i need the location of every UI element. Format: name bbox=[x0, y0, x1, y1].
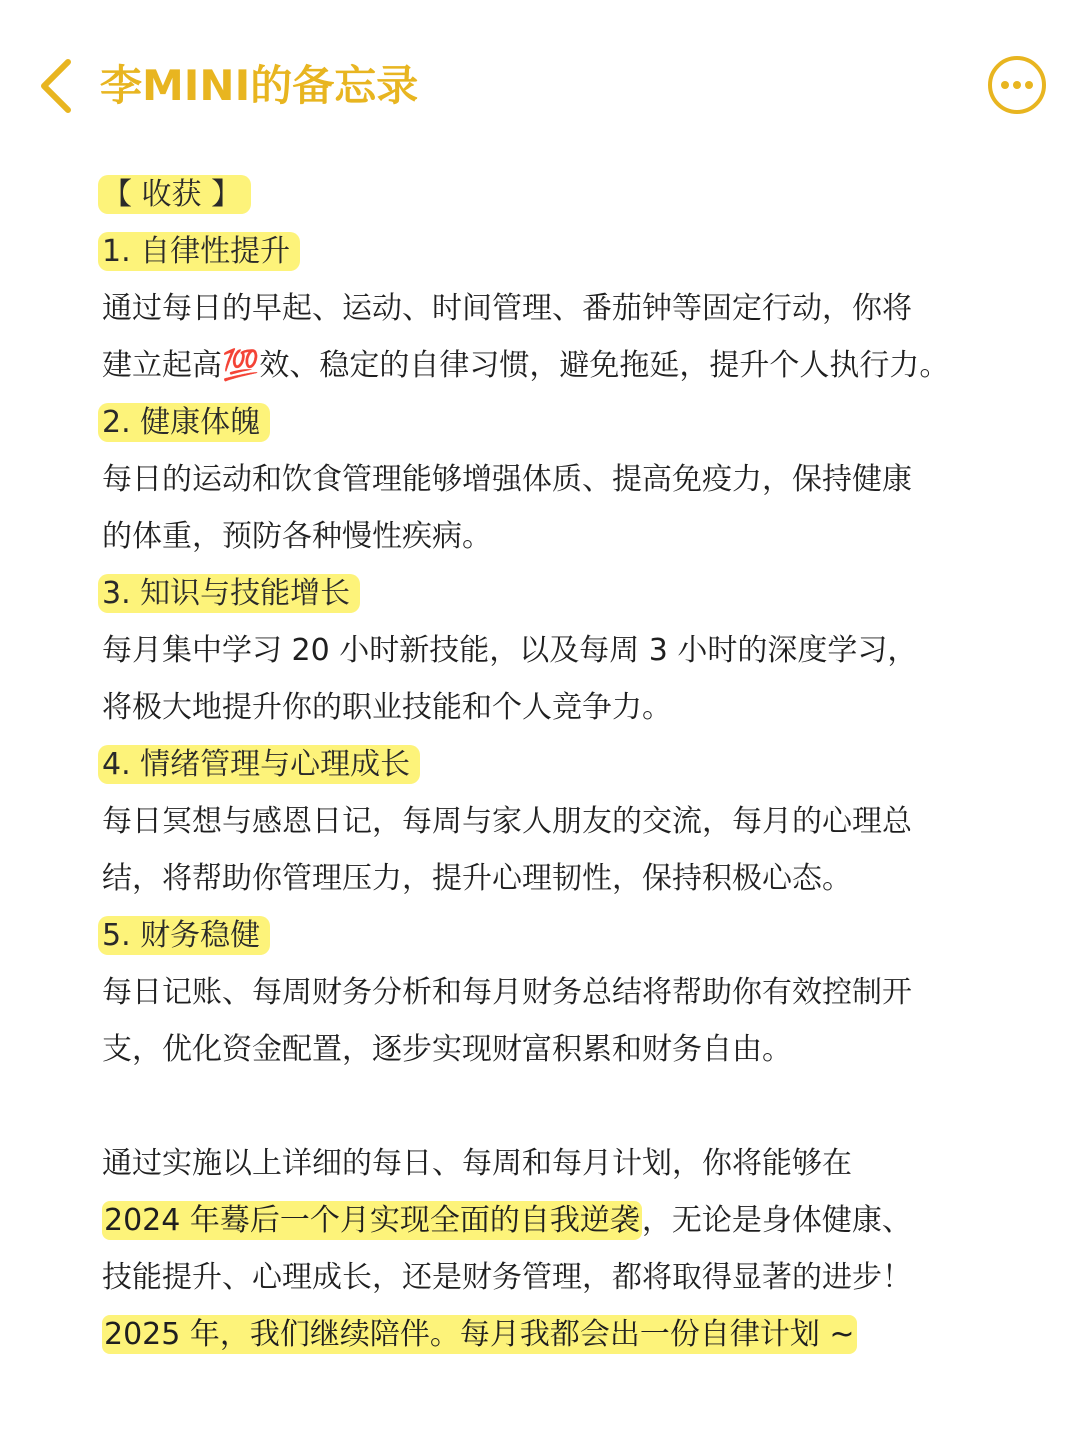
conclusion-line: 技能提升、心理成长，还是财务管理，都将取得显著的进步！ bbox=[102, 1260, 912, 1295]
conclusion-line bbox=[102, 1192, 1012, 1249]
more-options-button[interactable] bbox=[986, 54, 1048, 116]
conclusion-highlight: 2025 年，我们继续陪伴。每月我都会出一份自律计划 ~ bbox=[104, 1317, 855, 1352]
section-title: 5. 财务稳健 bbox=[98, 916, 270, 955]
heading-line bbox=[102, 166, 1012, 223]
section-title: 2. 健康体魄 bbox=[98, 403, 270, 442]
page-title: 李MINI的备忘录 bbox=[100, 61, 419, 110]
paragraph-line: 结，将帮助你管理压力，提升心理韧性，保持积极心态。 bbox=[102, 861, 852, 896]
paragraph-line: 支，优化资金配置，逐步实现财富积累和财务自由。 bbox=[102, 1032, 792, 1067]
paragraph-line: 每日记账、每周财务分析和每月财务总结将帮助你有效控制开 bbox=[102, 975, 912, 1010]
section-title-line bbox=[102, 565, 1012, 622]
paragraph-line: 每月集中学习 20 小时新技能，以及每周 3 小时的深度学习， bbox=[102, 633, 918, 668]
section-title-line bbox=[102, 736, 1012, 793]
back-button[interactable] bbox=[36, 56, 80, 116]
blank-line bbox=[102, 1078, 1012, 1135]
paragraph-line: 通过每日的早起、运动、时间管理、番茄钟等固定行动，你将 bbox=[102, 291, 912, 326]
conclusion-text: ，无论是身体健康、 bbox=[641, 1203, 912, 1238]
section-heading: 【 收获 】 bbox=[98, 175, 251, 214]
header-bar bbox=[0, 0, 1080, 170]
conclusion-line: 通过实施以上详细的每日、每周和每月计划，你将能够在 bbox=[102, 1146, 852, 1181]
note-content bbox=[102, 166, 1012, 1363]
paragraph-line: 将极大地提升你的职业技能和个人竞争力。 bbox=[102, 690, 672, 725]
section-title: 4. 情绪管理与心理成长 bbox=[98, 745, 420, 784]
section-title-line bbox=[102, 394, 1012, 451]
conclusion-highlight: 2024 年蓦后一个月实现全面的自我逆袭 bbox=[104, 1203, 640, 1238]
paragraph-line: 每日冥想与感恩日记，每周与家人朋友的交流，每月的心理总 bbox=[102, 804, 912, 839]
chevron-left-icon bbox=[36, 56, 80, 116]
paragraph-line: 建立起高💯效、稳定的自律习惯，避免拖延，提升个人执行力。 bbox=[102, 348, 950, 383]
section-title-line bbox=[102, 223, 1012, 280]
section-title: 1. 自律性提升 bbox=[98, 232, 300, 271]
conclusion-line bbox=[102, 1306, 1012, 1363]
more-dots-icon bbox=[986, 54, 1048, 116]
section-title-line bbox=[102, 907, 1012, 964]
paragraph-line: 的体重，预防各种慢性疾病。 bbox=[102, 519, 492, 554]
paragraph-line: 每日的运动和饮食管理能够增强体质、提高免疫力，保持健康 bbox=[102, 462, 912, 497]
section-title: 3. 知识与技能增长 bbox=[98, 574, 360, 613]
